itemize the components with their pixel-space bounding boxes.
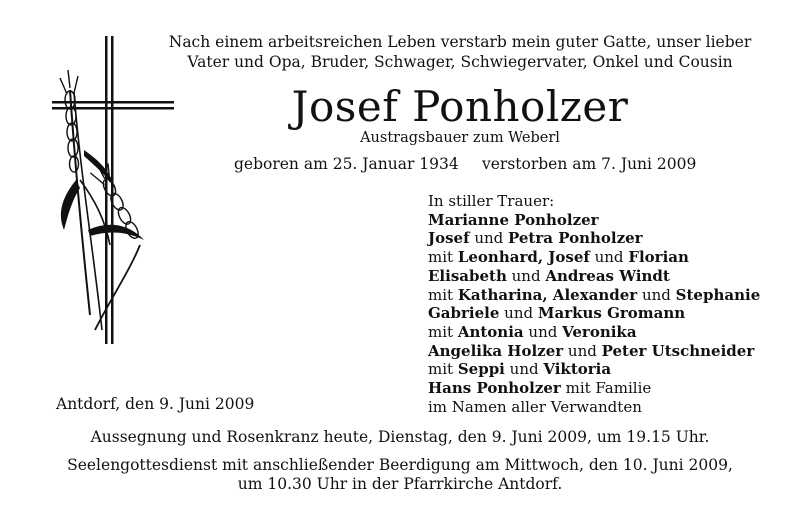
- mourner-line: [428, 267, 760, 286]
- place-date: Antdorf, den 9. Juni 2009: [56, 395, 255, 413]
- mourner-line: [428, 286, 760, 305]
- mourner-name: Petra Ponholzer: [508, 229, 643, 248]
- mourner-name: Josef: [428, 229, 470, 248]
- service-line: Seelengottesdienst mit anschließender Beerdigung am Mittwoch, den 10. Juni 2009,: [67, 456, 733, 474]
- mourner-name: Katharina, Alexander: [457, 285, 638, 304]
- deceased-title: Austragsbauer zum Weberl: [360, 130, 560, 146]
- mourner-name: Markus Gromann: [537, 304, 686, 323]
- mourner-line: [428, 379, 760, 398]
- mourning-intro: In stiller Trauer:: [428, 192, 555, 210]
- intro-line: Vater und Opa, Bruder, Schwager, Schwiegervater, Onkel und Cousin: [187, 53, 733, 71]
- death-date: verstorben am 7. Juni 2009: [482, 155, 697, 173]
- mourner-name: Florian: [628, 248, 689, 267]
- mourners-list: [428, 192, 760, 416]
- mourner-line: [428, 360, 760, 379]
- mourner-name: Peter Utschneider: [601, 341, 755, 360]
- mourner-name: Andreas Windt: [545, 266, 670, 285]
- intro-text: [150, 32, 770, 72]
- mourner-name: Veronika: [562, 322, 637, 341]
- mourner-text: und: [504, 360, 544, 379]
- mourner-name: Seppi: [457, 360, 505, 379]
- service-line: um 10.30 Uhr in der Pfarrkirche Antdorf.: [237, 475, 563, 493]
- mourner-text: mit: [428, 285, 458, 304]
- mourner-text: und: [469, 229, 509, 248]
- mourner-text: mit Familie: [560, 379, 652, 398]
- mourner-name: Hans Ponholzer: [428, 379, 561, 398]
- mourner-text: mit: [428, 360, 458, 379]
- mourner-text: und: [506, 266, 546, 285]
- mourner-text: und: [589, 248, 629, 267]
- mourner-text: mit: [428, 322, 458, 341]
- birth-date: geboren am 25. Januar 1934: [234, 155, 459, 173]
- mourner-text: und: [637, 285, 676, 304]
- mourner-name: Stephanie: [675, 285, 761, 304]
- mourner-text: und: [499, 304, 538, 323]
- mourner-line: [428, 211, 760, 230]
- mourner-text: und: [523, 322, 563, 341]
- mourner-line: [428, 229, 760, 248]
- deceased-name: Josef Ponholzer: [291, 82, 629, 131]
- mourner-line: [428, 398, 760, 417]
- mourner-name: Gabriele: [428, 304, 500, 323]
- mourner-name: Angelika Holzer: [428, 341, 564, 360]
- mourner-text: und: [563, 341, 602, 360]
- mourner-line: [428, 304, 760, 323]
- service-notice: [40, 456, 760, 494]
- intro-line: Nach einem arbeitsreichen Leben verstarb mein guter Gatte, unser lieber: [168, 33, 752, 51]
- mourner-name: Viktoria: [543, 360, 612, 379]
- mourner-name: Leonhard, Josef: [457, 248, 590, 267]
- mourner-name: Marianne Ponholzer: [428, 210, 599, 229]
- mourner-text: im Namen aller Verwandten: [428, 397, 642, 416]
- cross-with-wheat-icon: [40, 30, 190, 350]
- mourner-line: [428, 342, 760, 361]
- mourner-text: mit: [428, 248, 458, 267]
- mourner-line: [428, 323, 760, 342]
- funeral-notice: Aussegnung und Rosenkranz heute, Dienstag, den 9. Juni 2009, um 19.15 Uhr.: [90, 428, 710, 446]
- mourner-name: Antonia: [457, 322, 524, 341]
- mourner-name: Elisabeth: [428, 266, 507, 285]
- mourner-line: [428, 248, 760, 267]
